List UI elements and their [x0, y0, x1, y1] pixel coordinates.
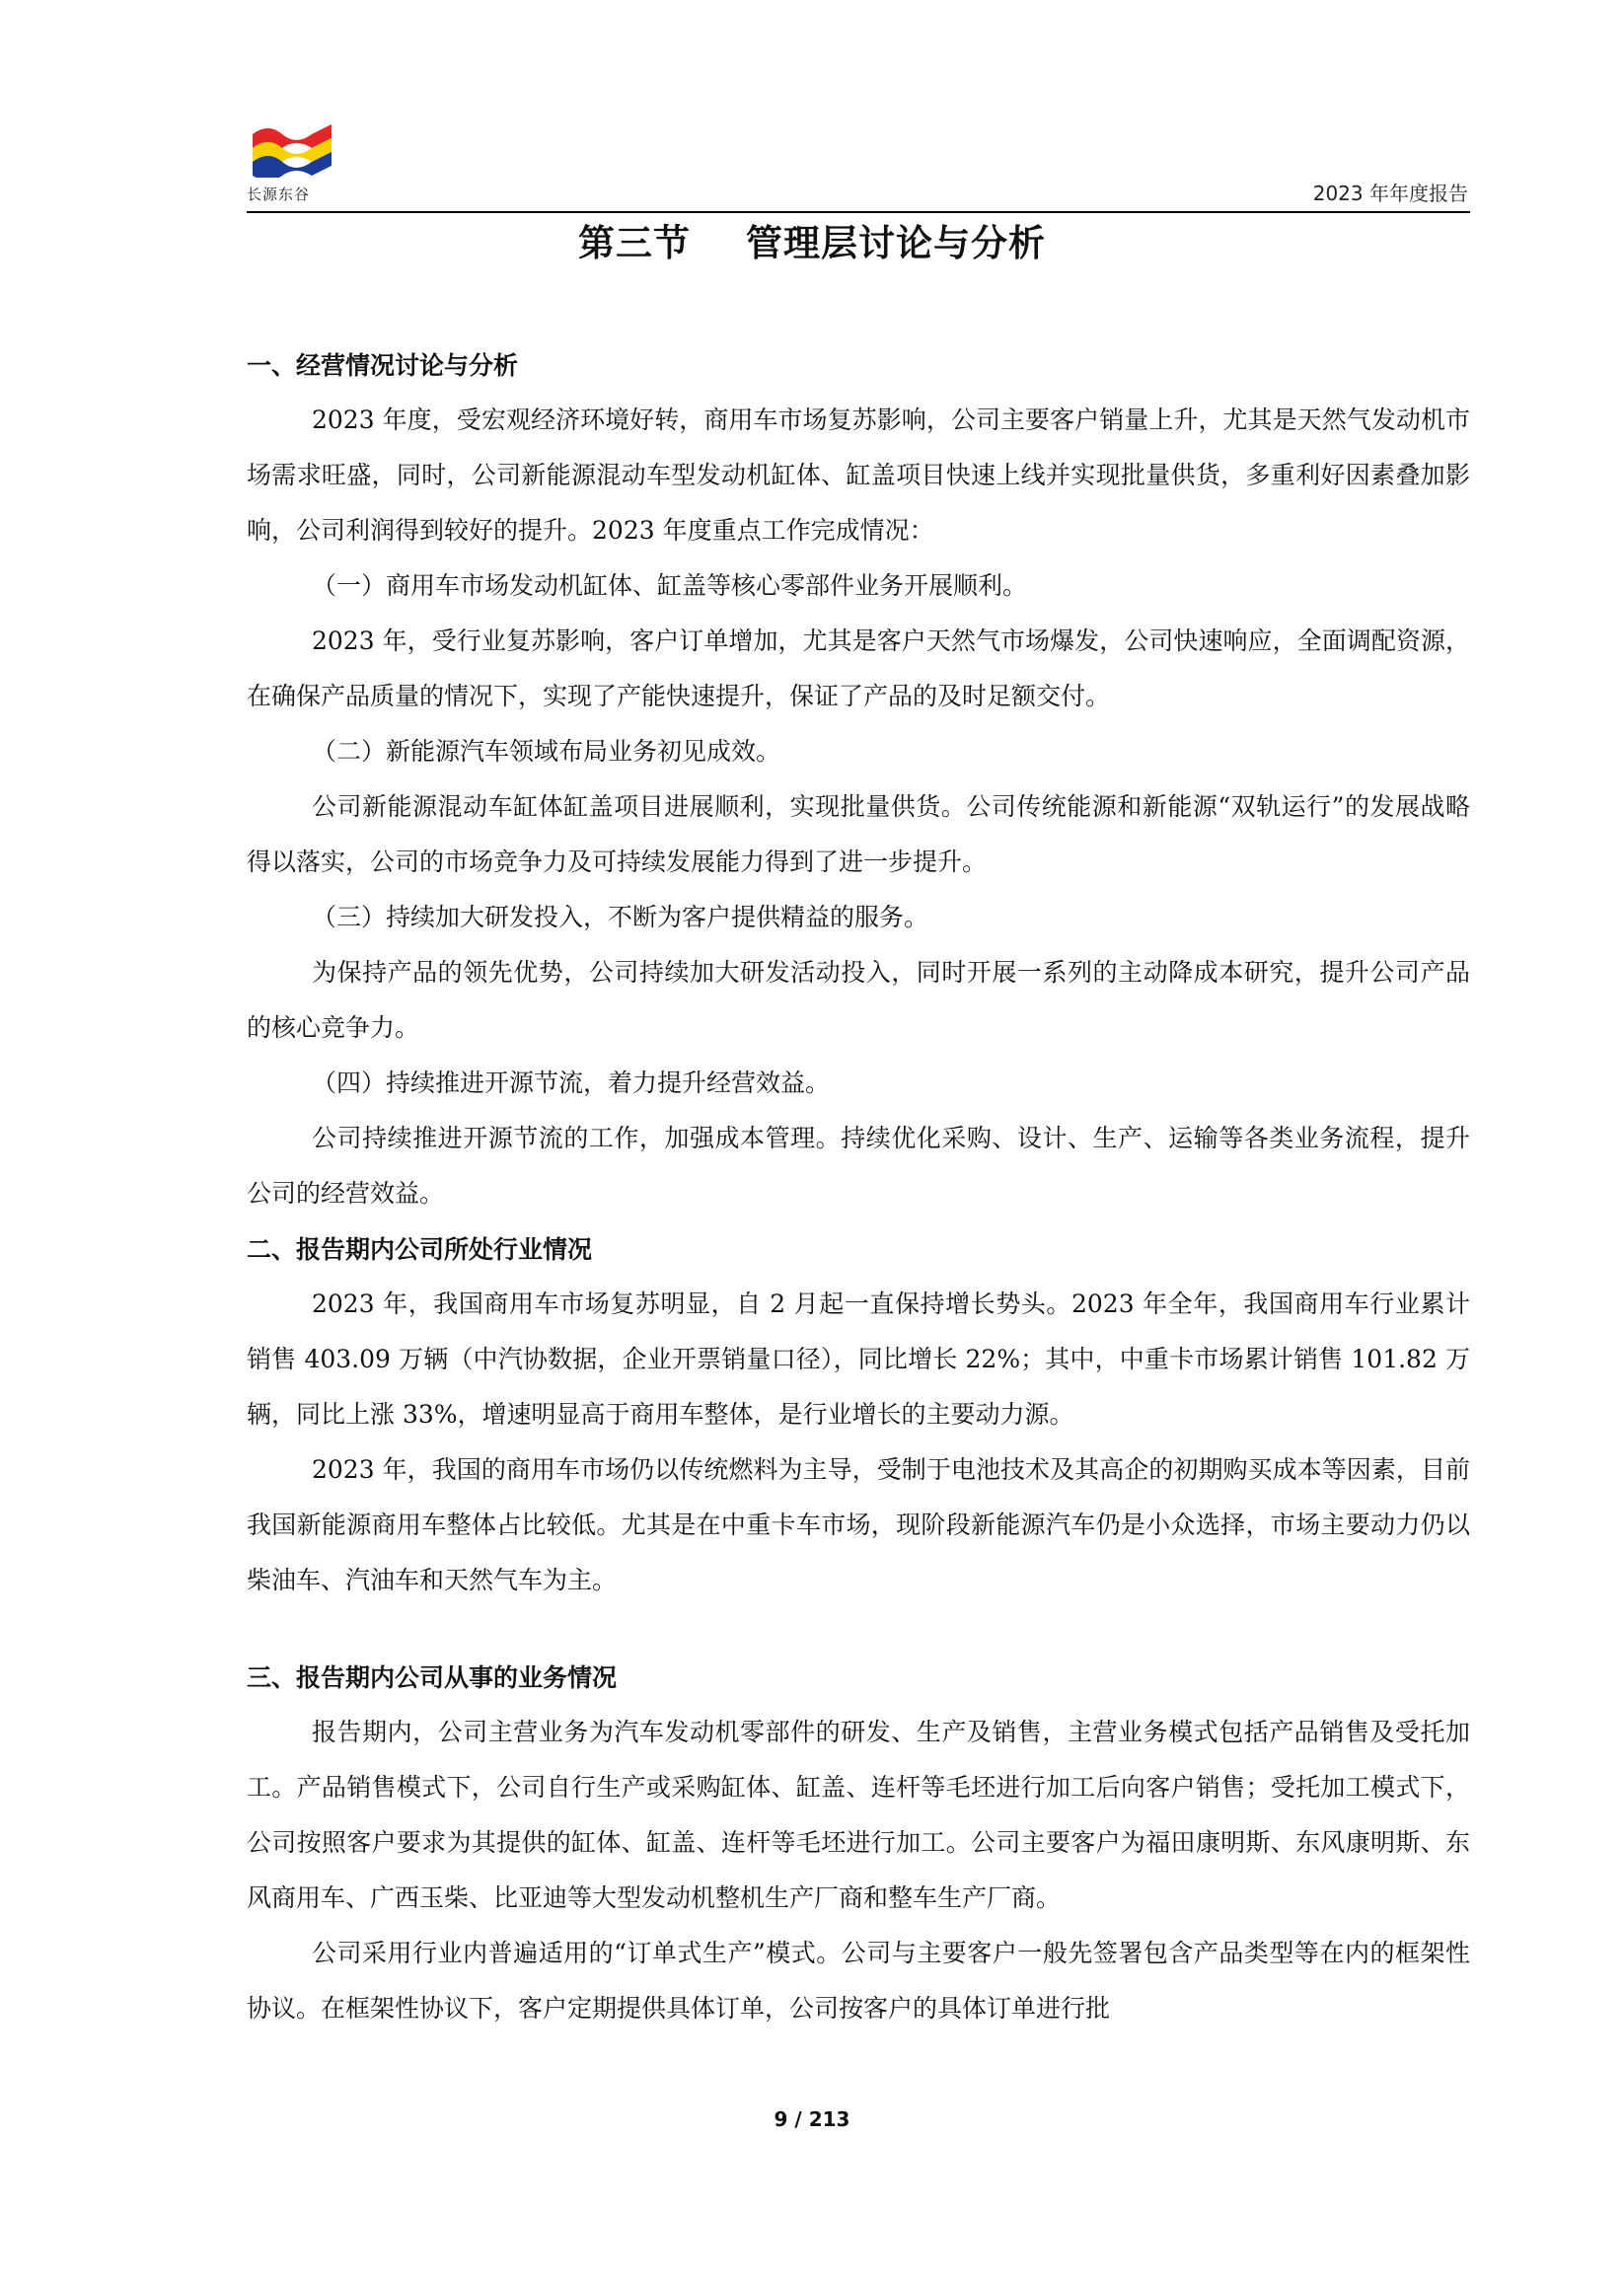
paragraph: 2023 年度，受宏观经济环境好转，商用车市场复苏影响，公司主要客户销量上升，尤其是天然气发动机市场需求旺盛，同时，公司新能源混动车型发动机缸体、缸盖项目快速上线并实现批量供货，多重利好因素叠加影响，公司利润得到较好的提升。2023 年度重点工作完成情况： [247, 405, 1470, 545]
paragraph: 报告期内，公司主营业务为汽车发动机零部件的研发、生产及销售，主营业务模式包括产品销售及受托加工。产品销售模式下，公司自行生产或采购缸体、缸盖、连杆等毛坯进行加工后向客户销售；受托加工模式下，公司按照客户要求为其提供的缸体、缸盖、连杆等毛坯进行加工。公司主要客户为福田康明斯、东风康明斯、东风商用车、广西玉柴、比亚迪等大型发动机整机生产厂商和整车生产厂商。 [247, 1718, 1470, 1912]
subheading-item: （四）持续推进开源节流，着力提升经营效益。 [312, 1069, 831, 1097]
section-heading: 三、报告期内公司从事的业务情况 [247, 1663, 618, 1692]
section-number: 第三节 [578, 222, 691, 264]
subheading-item: （三）持续加大研发投入，不断为客户提供精益的服务。 [312, 903, 929, 931]
paragraph: 2023 年，我国的商用车市场仍以传统燃料为主导，受制于电池技术及其高企的初期购买成本等因素，目前我国新能源商用车整体占比较低。尤其是在中重卡车市场，现阶段新能源汽车仍是小众选择，市场主要动力仍以柴油车、汽油车和天然气车为主。 [247, 1455, 1470, 1594]
subheading-item: （二）新能源汽车领域布局业务初见成效。 [312, 737, 781, 766]
page-number: 9 / 213 [774, 2107, 850, 2131]
paragraph: 公司持续推进开源节流的工作，加强成本管理。持续优化采购、设计、生产、运输等各类业务流程，提升公司的经营效益。 [247, 1124, 1470, 1208]
page-header [247, 116, 1470, 215]
subheading-item: （一）商用车市场发动机缸体、缸盖等核心零部件业务开展顺利。 [312, 571, 1028, 600]
company-logo-icon [247, 116, 335, 178]
report-label: 2023 年年度报告 [1312, 182, 1468, 205]
paragraph: 公司采用行业内普遍适用的“订单式生产”模式。公司与主要客户一般先签署包含产品类型等在内的框架性协议。在框架性协议下，客户定期提供具体订单，公司按客户的具体订单进行批 [247, 1939, 1470, 2023]
paragraph: 为保持产品的领先优势，公司持续加大研发活动投入，同时开展一系列的主动降成本研究，提升公司产品的核心竞争力。 [247, 958, 1470, 1042]
section-name: 管理层讨论与分析 [746, 222, 1046, 264]
paragraph: 公司新能源混动车缸体缸盖项目进展顺利，实现批量供货。公司传统能源和新能源“双轨运行”的发展战略得以落实，公司的市场竞争力及可持续发展能力得到了进一步提升。 [247, 792, 1470, 876]
section-title [0, 213, 1624, 266]
paragraph: 2023 年，我国商用车市场复苏明显，自 2 月起一直保持增长势头。2023 年全年，我国商用车行业累计销售 403.09 万辆（中汽协数据，企业开票销量口径），同比增长 22%；其中，中重卡市场累计销售 101.82 万辆，同比上涨 33%，增速明显高于商用车整体，是行业增长的主要动力源。 [247, 1290, 1470, 1429]
section-heading: 二、报告期内公司所处行业情况 [247, 1235, 593, 1264]
paragraph: 2023 年，受行业复苏影响，客户订单增加，尤其是客户天然气市场爆发，公司快速响应，全面调配资源，在确保产品质量的情况下，实现了产能快速提升，保证了产品的及时足额交付。 [247, 627, 1470, 710]
logo-text: 长源东谷 [247, 185, 311, 203]
company-logo [247, 116, 335, 207]
section-heading: 一、经营情况讨论与分析 [247, 351, 519, 380]
page-body [247, 339, 1470, 2036]
